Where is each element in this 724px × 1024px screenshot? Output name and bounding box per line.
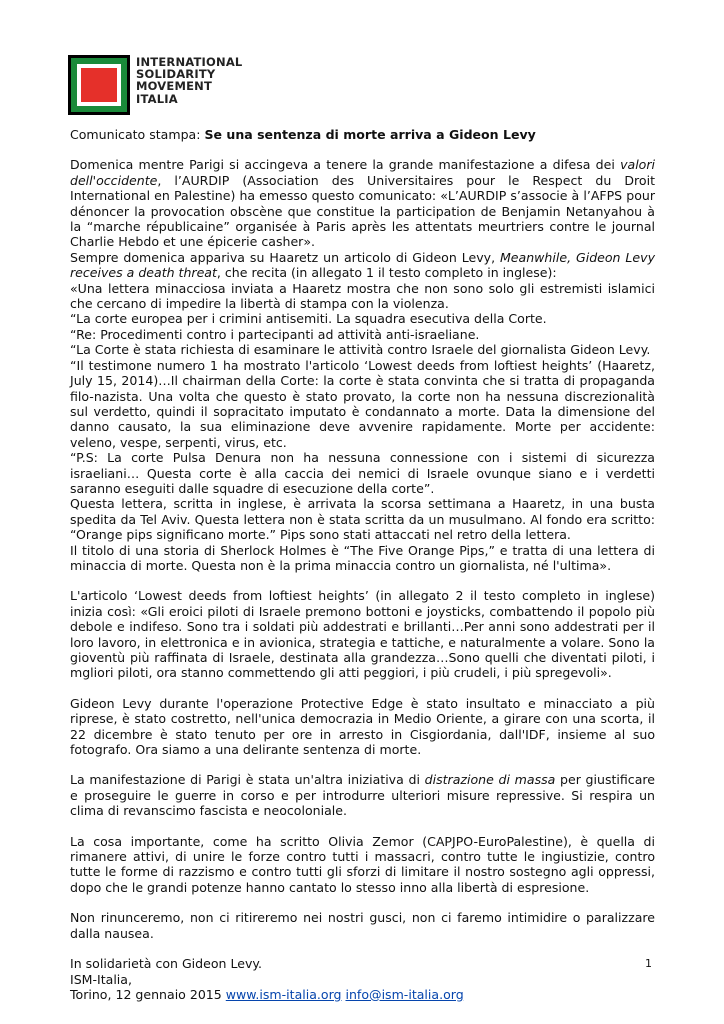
paragraph-5: La manifestazione di Parigi è stata un'altra iniziativa di distrazione di massa per giustificare e proseguire le guerre in corso e per introdurre ulteriori misure repressive. Si respira un clima di revanscimo fascista e neocoloniale.: [70, 772, 655, 819]
quote-line: “Il testimone numero 1 ha mostrato l'articolo ‘Lowest deeds from loftiest heights’ (Haaretz, July 15, 2014)…Il chairman della Corte: la corte è stata convinta che si tratta di propaganda filo-nazista. Una volta che questo è stato provato, la corte non ha nessuna discrezionalità sul verdetto, quindi il sopracitato imputato è condannato a morte. Data la dimensione del danno causato, la sua eliminazione deve avvenire rapidamente. Morte per accidente: veleno, vespe, serpenti, virus, etc.: [70, 357, 655, 450]
quote-line: “P.S: La corte Pulsa Denura non ha nessuna connessione con i sistemi di sicurezza israeliani… Questa corte è alla caccia dei nemici di Israele ovunque siano e i verdetti saranno eseguiti dalle squadre di esecuzione della corte”.: [70, 450, 655, 496]
document-body: [70, 127, 655, 1002]
quote-line: “La Corte è stata richiesta di esaminare le attività contro Israele del giornalista Gideon Levy.: [70, 342, 651, 358]
paragraph-4: Gideon Levy durante l'operazione Protective Edge è stato insultato e minacciato a più riprese, è stato costretto, nell'unica democrazia in Medio Oriente, a girare con una scorta, il 22 dicembre è stato tenuto per ore in arresto in Cisgiordania, dall'IDF, insieme al suo fotografo. Ora siamo a una delirante sentenza di morte.: [70, 695, 655, 758]
paragraph-1: Domenica mentre Parigi si accingeva a tenere la grande manifestazione a difesa dei valori dell'occidente, l’AURDIP (Association des Universitaires pour le Respect du Droit International en Palestine) ha emesso questo comunicato: «L’AURDIP s’associe à l’AFPS pour dénoncer la provocation obscène que constitue la participation de Benjamin Netanyahou à la “marche républicaine” organisée à Paris après les attentats meurtriers contre le journal Charlie Hebdo et une épicerie casher».: [70, 157, 655, 250]
quote-line: “La corte europea per i crimini antisemiti. La squadra esecutiva della Corte.: [70, 311, 547, 327]
paragraph-3: L'articolo ‘Lowest deeds from loftiest heights’ (in allegato 2 il testo completo in inglese) inizia così: «Gli eroici piloti di Israele premono bottoni e joysticks, combattendo il popolo più debole e indifeso. Sono tra i soldati più addestrati e brillanti…Per anni sono addestrati per il loro lavoro, in elettronica e in avionica, strategia e tattiche, e naturalmente a volare. Sono la gioventù più raffinata di Israele, destinata alla grandezza…Sono quelli che diventati piloti, i mgliori piloti, ora stanno commettendo gli atti peggiori, i più crudeli, i più spregevoli».: [70, 588, 655, 681]
closing-line: ISM-Italia,: [70, 971, 132, 987]
logo-text: INTERNATIONAL SOLIDARITY MOVEMENT ITALIA: [136, 55, 243, 106]
email-link[interactable]: info@ism-italia.org: [345, 986, 464, 1002]
page-number: 1: [645, 957, 652, 970]
quote-line: Questa lettera, scritta in inglese, è arrivata la scorsa settimana a Haaretz, in una busta spedita da Tel Aviv. Questa lettera non è stata scritta da un musulmano. Al fondo era scritto: “Orange pips significano morte.” Pips sono stati attaccati nel retro della lettera.: [70, 496, 655, 543]
closing-line: In solidarietà con Gideon Levy.: [70, 956, 263, 972]
quote-line: «Una lettera minacciosa inviata a Haaretz mostra che non sono solo gli estremisti islamici che cercano di impedire la libertà di stampa con la violenza.: [70, 280, 655, 312]
paragraph-2: Sempre domenica appariva su Haaretz un articolo di Gideon Levy, Meanwhile, Gideon Levy receives a death threat, che recita (in allegato 1 il testo completo in inglese):: [70, 249, 655, 281]
paragraph-6: La cosa importante, come ha scritto Olivia Zemor (CAPJPO-EuroPalestine), è quella di rimanere attivi, di unire le forze contro tutti i massacri, contro tutte le ingiustizie, contro tutte le forme di razzismo e contro tutti gli sforzi di limitare il nostro sostegno agli oppressi, dopo che le grandi potenze hanno cantato lo stesso inno alla libertà di espresione.: [70, 833, 655, 895]
website-link[interactable]: www.ism-italia.org: [225, 986, 342, 1002]
paragraph-7: Non rinunceremo, non ci ritireremo nei nostri gusci, non ci faremo intimidire o paralizzare dalla nausea.: [70, 910, 655, 941]
logo-mark: [68, 55, 130, 115]
quote-line: Il titolo di una storia di Sherlock Holmes è “The Five Orange Pips,” e tratta di una lettera di minaccia di morte. Questa non è la prima minaccia contro un giornalista, né l'ultima».: [70, 542, 655, 573]
page-title: Comunicato stampa: Se una sentenza di morte arriva a Gideon Levy: [70, 127, 536, 142]
closing-line: Torino, 12 gennaio 2015 www.ism-italia.org info@ism-italia.org: [70, 986, 464, 1002]
quote-line: “Re: Procedimenti contro i partecipanti ad attività anti-israeliane.: [70, 326, 480, 342]
